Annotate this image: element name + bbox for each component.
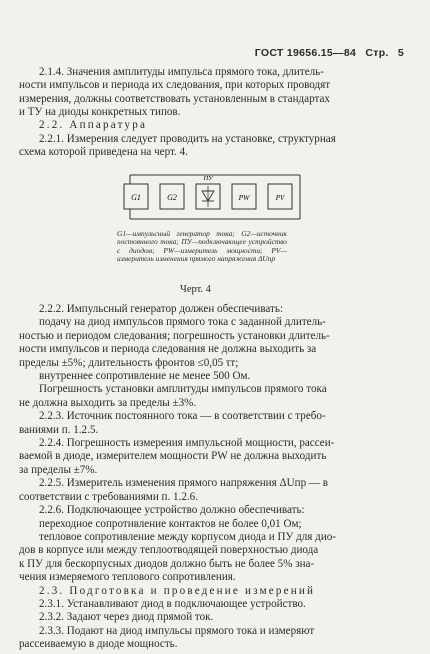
svg-text:PV: PV [275,194,285,202]
text-line: переходное сопротивление контактов не более 0,01 Ом; [39,517,302,530]
paragraph-2-1-4: 2.1.4. Значения амплитуды импульса прямого тока, длитель- ности импульсов и периода их следования, при которых проводят измерения, должны соответствовать установленным в стандартах и ТУ на диоды конкретных типов. [19,66,331,119]
text-line: не должна выходить за пределы ±3%. [19,396,197,409]
text-line: к ПУ для бескорпусных диодов должно быть не более 5% зна- [19,557,315,570]
page-number: 5 [397,47,404,59]
text-line: 2.2.6. Подключающее устройство должно обеспечивать: [39,504,305,517]
text-line: 2.3.2. Задают через диод прямой ток. [39,611,214,624]
text-line: 2.2.2. Импульсный генератор должен обеспечивать: [39,303,284,315]
svg-text:PW: PW [238,193,250,202]
figure-caption: Черт. 4 [180,284,211,295]
standard-number: ГОСТ 19656.15—84 [254,47,357,59]
svg-text:G2: G2 [167,193,177,202]
svg-text:G1: G1 [131,193,141,202]
diagram-legend: G1—импульсный генератор тока; G2—источник постоянного тока; ПУ—подключающее устройство с диодом; PW—измеритель мощности; PV—измеритель изменения прямого напряжения ΔUпр [117,229,287,263]
text-line: 2.3.3. Подают на диод импульсы прямого тока и измеряют [39,624,315,637]
text-line: дов в корпусе или между теплоотводящей поверхностью диода [19,544,319,557]
text-line: пределы ±5%; длительность фронтов ≤0,05 τт; [19,356,239,369]
text-line: ваемой в диоде, измерителем мощности PW не должна выходить [19,450,327,463]
page-label: Стр. [365,47,389,59]
text-line: ностью и периодом следования; погрешность установки длитель- [19,329,330,342]
main-text [19,303,411,652]
block-pw [232,184,256,209]
text-line: чения измеряемого теплового сопротивления. [19,571,236,584]
text-line: 2.2.4. Погрешность измерения импульсной мощности, рассеи- [39,437,335,450]
block-pv [268,184,292,209]
text-line: ваниями п. 1.2.5. [19,423,99,436]
svg-text:ПУ: ПУ [203,175,213,182]
text-line: 2.2.5. Измеритель изменения прямого напряжения ΔUпр — в [39,477,329,490]
text-line: 2.3.1. Устанавливают диод в подключающее устройство. [39,597,306,610]
paragraph-2-2-1: 2.2.1. Измерения следует проводить на установке, структурная схема которой приведена на черт. 4. [19,133,336,159]
block-g2 [160,184,184,209]
block-g1 [124,184,148,209]
block-diagram [118,172,310,222]
text-line: внутреннее сопротивление не менее 500 Ом. [39,370,251,383]
section-heading-2-3: 2.3. Подготовка и проведение измерений [39,584,316,597]
text-line: подачу на диод импульсов прямого тока с заданной длитель- [39,316,326,329]
text-line: за пределы ±7%. [19,463,98,476]
text-line: тепловое сопротивление между корпусом диода и ПУ для дио- [39,530,337,543]
text-line: ности импульсов и периода следования не должна выходить за [19,343,317,356]
block-switching-device [196,175,220,209]
section-heading-2-2: 2.2. Аппаратура [39,119,148,131]
text-line: 2.2.3. Источник постоянного тока — в соответствии с требо- [39,410,326,423]
text-line: соответствии с требованиями п. 1.2.6. [19,490,198,503]
text-line: Погрешность установки амплитуды импульсов прямого тока [39,383,327,396]
text-line: рассеиваемую в диоде мощность. [19,638,178,651]
page-header [255,47,404,59]
